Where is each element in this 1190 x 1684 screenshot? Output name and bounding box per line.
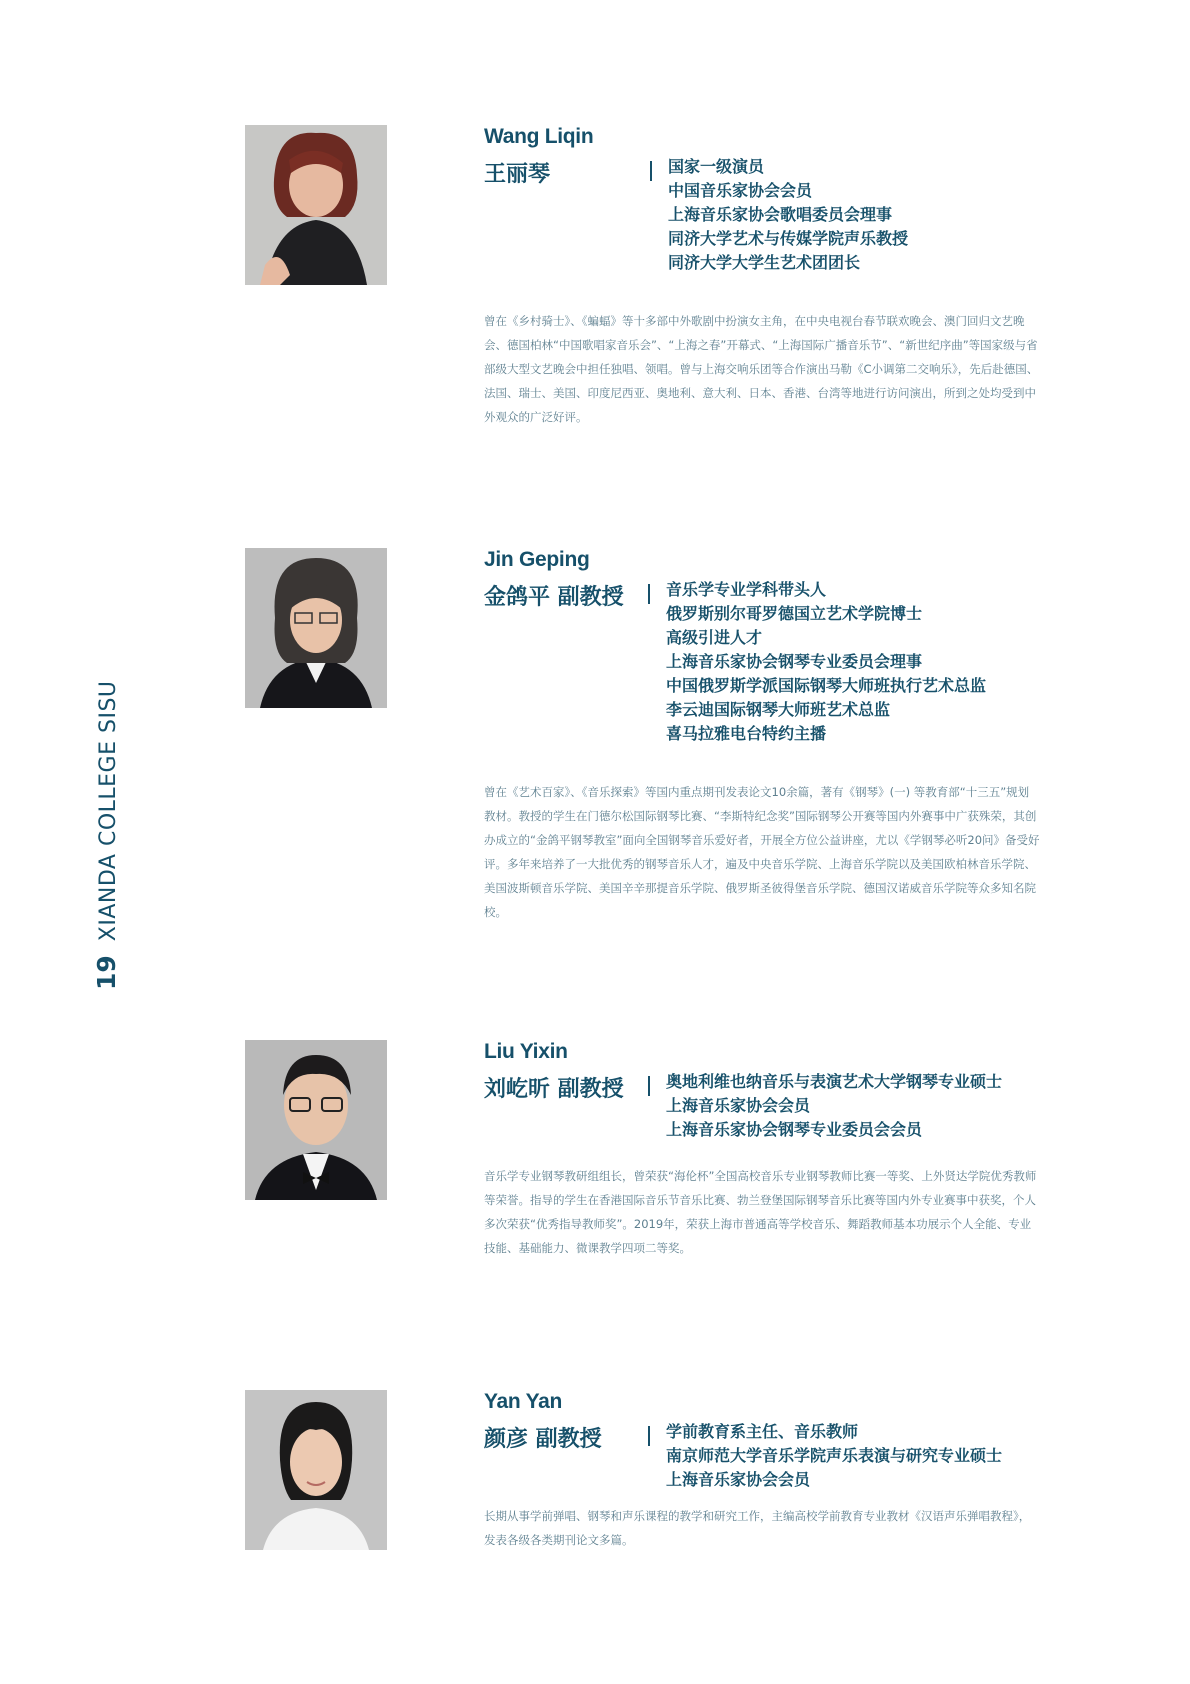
title-item: 俄罗斯别尔哥罗德国立艺术学院博士 (666, 604, 923, 623)
portrait-photo (245, 1390, 387, 1550)
title-item: 喜马拉雅电台特约主播 (666, 724, 827, 743)
title-item: 高级引进人才 (666, 628, 763, 647)
title-item: 同济大学艺术与传媒学院声乐教授 (668, 229, 909, 248)
title-divider (648, 1426, 650, 1446)
title-item: 上海音乐家协会会员 (666, 1470, 811, 1489)
side-tab (92, 680, 121, 990)
portrait-photo (245, 1040, 387, 1200)
title-list (666, 1420, 1002, 1492)
title-item: 上海音乐家协会歌唱委员会理事 (668, 205, 893, 224)
biography: 音乐学专业钢琴教研组组长，曾荣获“海伦杯”全国高校音乐专业钢琴教师比赛一等奖、上外贤达学院优秀教师等荣誉。指导的学生在香港国际音乐节音乐比赛、勃兰登堡国际钢琴音乐比赛等国内外专业赛事中获奖，个人多次荣获“优秀指导教师奖”。2019年，荣获上海市普通高等学校音乐、舞蹈教师基本功展示个人全能、专业技能、基础能力、微课教学四项二等奖。 (484, 1169, 1037, 1255)
title-item: 中国音乐家协会会员 (668, 181, 813, 200)
biography: 曾在《乡村骑士》、《蝙蝠》等十多部中外歌剧中扮演女主角，在中央电视台春节联欢晚会、澳门回归文艺晚会、德国柏林“中国歌唱家音乐会”、“上海之春”开幕式、“上海国际广播音乐节”、“新世纪序曲”等国家级与省部级大型文艺晚会中担任独唱、领唱。曾与上海交响乐团等合作演出马勒《C小调第二交响乐》，先后赴德国、法国、瑞士、美国、印度尼西亚、奥地利、意大利、日本、香港、台湾等地进行访问演出，所到之处均受到中外观众的广泛好评。 (484, 314, 1039, 424)
title-item: 奥地利维也纳音乐与表演艺术大学钢琴专业硕士 (666, 1072, 1003, 1091)
title-item: 同济大学大学生艺术团团长 (668, 253, 861, 272)
title-divider (648, 584, 650, 604)
biography: 长期从事学前弹唱、钢琴和声乐课程的教学和研究工作，主编高校学前教育专业教材《汉语声乐弹唱教程》，发表各级各类期刊论文多篇。 (484, 1509, 1031, 1547)
title-item: 上海音乐家协会钢琴专业委员会理事 (666, 652, 923, 671)
name-english: Yan Yan (484, 1390, 563, 1413)
title-item: 国家一级演员 (668, 157, 765, 176)
title-item: 中国俄罗斯学派国际钢琴大师班执行艺术总监 (666, 676, 987, 695)
title-list (666, 1070, 1002, 1142)
title-divider (648, 1076, 650, 1096)
portrait-photo (245, 125, 387, 285)
name-chinese: 王丽琴 (484, 162, 551, 187)
title-item: 南京师范大学音乐学院声乐表演与研究专业硕士 (666, 1446, 1003, 1465)
name-chinese: 刘屹昕 副教授 (484, 1077, 624, 1102)
college-name: XIANDA COLLEGE SISU (96, 680, 121, 942)
page-number: 19 (92, 955, 121, 990)
title-divider (650, 161, 652, 181)
name-english: Wang Liqin (484, 125, 594, 148)
title-list (668, 155, 908, 275)
name-english: Jin Geping (484, 548, 590, 571)
title-item: 上海音乐家协会钢琴专业委员会会员 (666, 1120, 923, 1139)
name-chinese: 颜彦 副教授 (484, 1427, 602, 1452)
title-item: 李云迪国际钢琴大师班艺术总监 (666, 700, 891, 719)
portrait-photo (245, 548, 387, 708)
title-item: 学前教育系主任、音乐教师 (666, 1422, 859, 1441)
biography: 曾在《艺术百家》、《音乐探索》等国内重点期刊发表论文10余篇，著有《钢琴》(一) 等教育部“十三五”规划教材。教授的学生在门德尔松国际钢琴比赛、“李斯特纪念奖”国际钢琴公开赛等国内外赛事中广获殊荣，其创办成立的“金鸽平钢琴教室”面向全国钢琴音乐爱好者，开展全方位公益讲座，尤以《学钢琴必听20问》备受好评。多年来培养了一大批优秀的钢琴音乐人才，遍及中央音乐学院、上海音乐学院以及美国欧柏林音乐学院、美国波斯顿音乐学院、美国辛辛那提音乐学院、俄罗斯圣彼得堡音乐学院、德国汉诺威音乐学院等众多知名院校。 (484, 785, 1040, 919)
title-item: 音乐学专业学科带头人 (666, 580, 827, 599)
title-list (666, 578, 986, 746)
name-chinese: 金鸽平 副教授 (484, 585, 624, 610)
title-item: 上海音乐家协会会员 (666, 1096, 811, 1115)
name-english: Liu Yixin (484, 1040, 568, 1063)
